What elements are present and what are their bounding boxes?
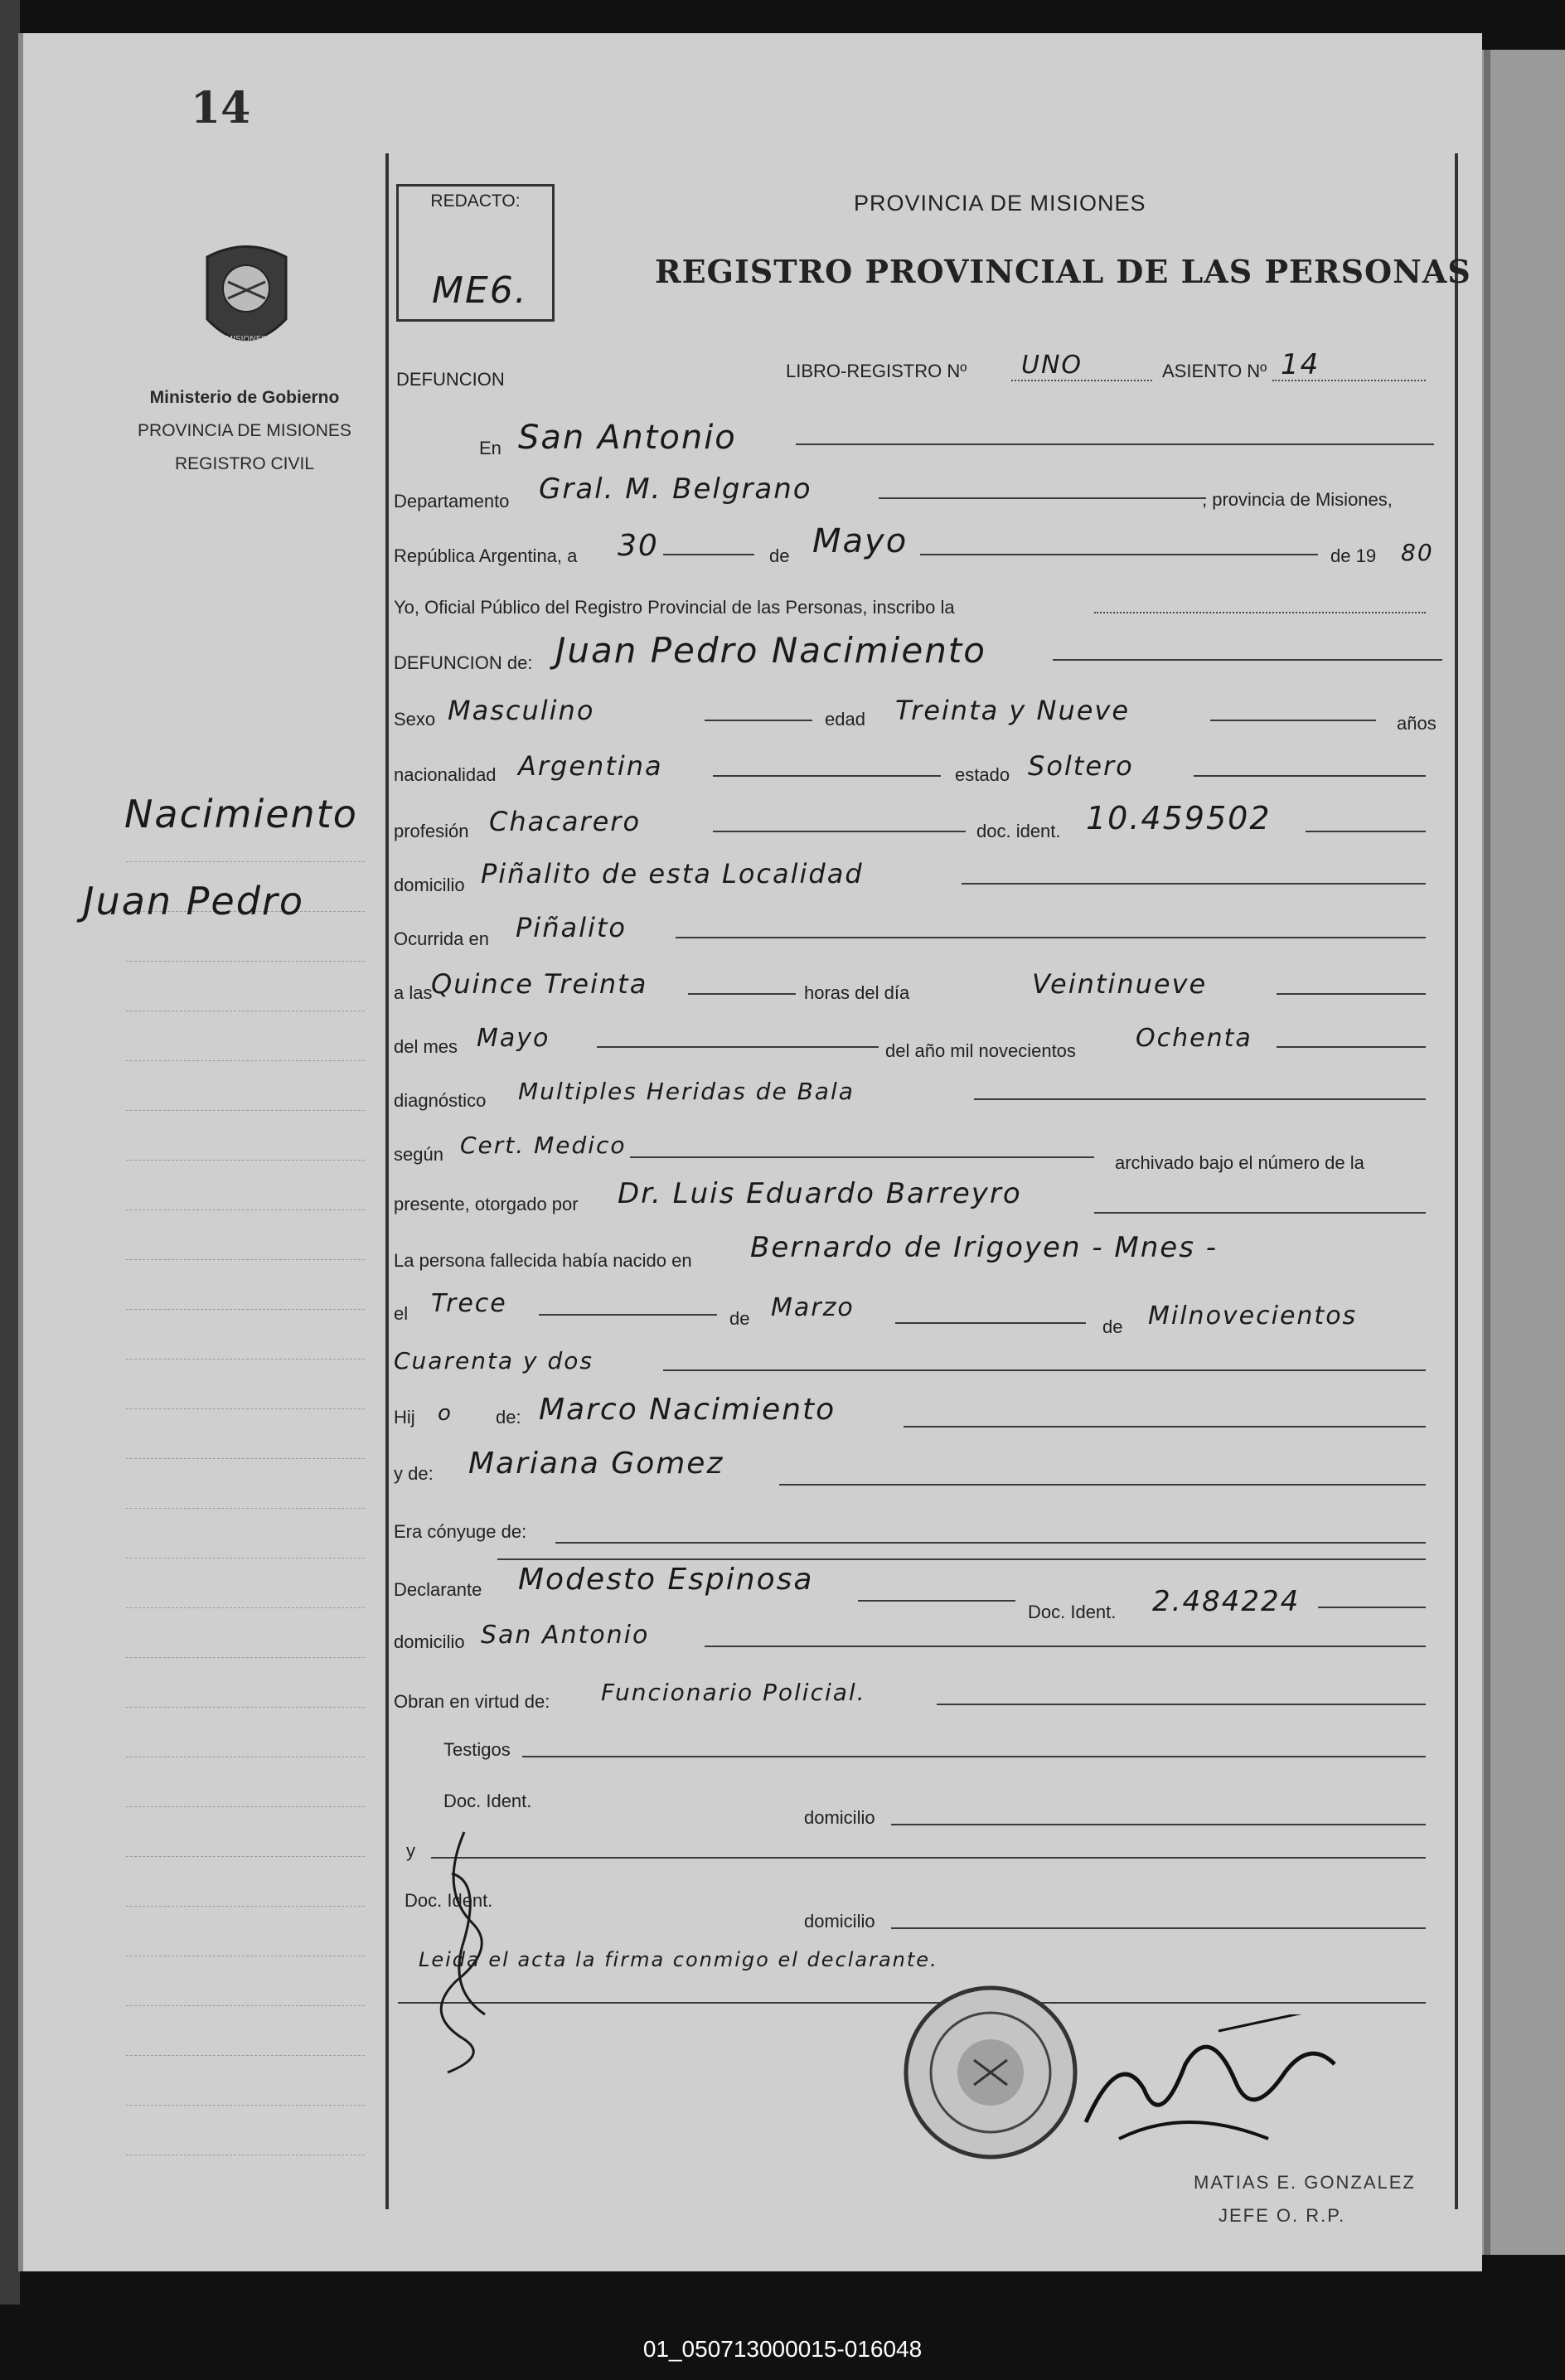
delanio-line — [1277, 1046, 1426, 1048]
profesion-line — [713, 831, 966, 832]
libro-label: LIBRO-REGISTRO Nº — [786, 361, 967, 381]
anio2-value: Cuarenta y dos — [394, 1347, 594, 1374]
domicilio3-label: domicilio — [804, 1807, 875, 1828]
alas-value: Quince Treinta — [431, 968, 648, 1000]
testigos-line — [522, 1756, 1426, 1757]
republica-label: República Argentina, a — [394, 545, 578, 566]
ocurrida-value: Piñalito — [516, 912, 627, 943]
province-label: PROVINCIA DE MISIONES — [138, 421, 351, 440]
nacionalidad-value: Argentina — [518, 750, 663, 782]
presente-value: Dr. Luis Eduardo Barreyro — [618, 1177, 1022, 1210]
declarante-doc-label: Doc. Ident. — [1028, 1602, 1117, 1622]
estado-line — [1194, 775, 1426, 777]
dia-line — [663, 554, 754, 555]
docident2-label: Doc. Ident. — [443, 1791, 532, 1811]
conyuge-line — [555, 1542, 1426, 1544]
domicilio4-label: domicilio — [804, 1911, 875, 1932]
hijo-suffix: o — [438, 1401, 453, 1426]
sexo-line — [705, 720, 812, 721]
domicilio2-label: domicilio — [394, 1631, 465, 1652]
presente-label: presente, otorgado por — [394, 1194, 579, 1214]
obran-line — [937, 1704, 1426, 1705]
profesion-label: profesión — [394, 821, 469, 841]
margin-given-name: Juan Pedro — [83, 879, 304, 923]
testigos-label: Testigos — [443, 1739, 511, 1760]
province-title: PROVINCIA DE MISIONES — [854, 191, 1146, 216]
diagnostico-value: Multiples Heridas de Bala — [518, 1078, 855, 1105]
declarante-doc-line — [1318, 1607, 1426, 1608]
edad-label: edad — [825, 709, 865, 730]
estado-value: Soltero — [1028, 750, 1134, 782]
sexo-label: Sexo — [394, 709, 436, 730]
defuncion-line — [1053, 659, 1442, 661]
obran-label: Obran en virtud de: — [394, 1691, 550, 1712]
yde-value: Mariana Gomez — [468, 1447, 724, 1481]
domicilio3-line — [891, 1824, 1426, 1825]
hijo-line — [904, 1426, 1426, 1428]
docident-line — [1306, 831, 1426, 832]
hijo-label: Hij — [394, 1407, 415, 1428]
delmes-label: del mes — [394, 1036, 458, 1057]
horas-label: horas del día — [804, 982, 910, 1003]
hijo-de-value: Marco Nacimiento — [539, 1393, 836, 1427]
page-gutter — [1484, 50, 1490, 2255]
de2-line — [895, 1322, 1086, 1324]
defuncion-label: DEFUNCION — [396, 369, 505, 390]
delmes-value: Mayo — [477, 1024, 550, 1053]
seal-text: MISIONES — [225, 335, 267, 344]
declarante-line — [858, 1600, 1015, 1602]
anio2-line — [663, 1369, 1426, 1371]
redacto-label: REDACTO: — [430, 191, 521, 211]
image-id-caption: 01_050713000015-016048 — [642, 2336, 923, 2362]
declarante-value: Modesto Espinosa — [518, 1563, 814, 1597]
hijo-de-label: de: — [496, 1407, 521, 1428]
redacto-box — [396, 184, 555, 322]
domicilio-line — [962, 883, 1426, 885]
el-value: Trece — [431, 1289, 507, 1318]
delanio-label: del año mil novecientos — [885, 1040, 1076, 1061]
segun-value: Cert. Medico — [460, 1132, 627, 1159]
segun-label: según — [394, 1144, 443, 1165]
asiento-line — [1272, 380, 1426, 381]
y-label: y — [406, 1840, 415, 1861]
diagnostico-label: diagnóstico — [394, 1090, 487, 1111]
el-label: el — [394, 1303, 409, 1324]
de2-label: de — [729, 1308, 750, 1329]
departamento-line — [879, 497, 1206, 499]
ministry-label: Ministerio de Gobierno — [149, 388, 340, 407]
ministry-block — [83, 381, 406, 481]
libro-line — [1011, 380, 1152, 381]
nacionalidad-label: nacionalidad — [394, 764, 497, 785]
en-value: San Antonio — [518, 419, 737, 457]
next-page-edge — [1480, 50, 1565, 2255]
asiento-value: 14 — [1281, 348, 1320, 381]
official-stamp-icon — [899, 1981, 1082, 2164]
official-signature-icon — [1069, 2014, 1351, 2172]
right-vertical-rule — [1455, 153, 1458, 2209]
docident3-label: Doc. Ident. — [405, 1890, 493, 1911]
libro-value: UNO — [1021, 351, 1083, 380]
segun-line — [630, 1156, 1094, 1158]
page-number: 14 — [191, 83, 251, 133]
presente-line — [1094, 1212, 1426, 1214]
yde-label: y de: — [394, 1463, 434, 1484]
horas-line — [1277, 993, 1426, 995]
declarante-doc-value: 2.484224 — [1152, 1585, 1301, 1618]
anio-label: de 19 — [1330, 545, 1377, 566]
departamento-label: Departamento — [394, 491, 510, 511]
domicilio-label: domicilio — [394, 875, 465, 895]
provincia-text: , provincia de Misiones, — [1202, 489, 1393, 510]
conyuge-line-2 — [497, 1558, 1426, 1560]
en-line — [796, 444, 1434, 445]
coat-of-arms-icon — [199, 240, 294, 365]
book-spine — [0, 0, 20, 2305]
profesion-value: Chacarero — [489, 806, 642, 837]
registry-label: REGISTRO CIVIL — [174, 454, 315, 473]
yo-text: Yo, Oficial Público del Registro Provincial de las Personas, inscribo la — [394, 597, 955, 618]
ocurrida-line — [676, 937, 1426, 938]
nacido-value: Bernardo de Irigoyen - Mnes - — [750, 1231, 1218, 1264]
docident-value: 10.459502 — [1086, 800, 1272, 836]
horas-value: Veintinueve — [1032, 968, 1208, 1000]
official-name: MATIAS E. GONZALEZ — [1194, 2172, 1416, 2193]
domicilio2-value: San Antonio — [481, 1621, 650, 1650]
el-line — [539, 1314, 717, 1316]
diagnostico-line — [974, 1098, 1426, 1100]
mes-value: Mayo — [812, 522, 908, 560]
domicilio4-line — [891, 1927, 1426, 1929]
leida-text: Leida el acta la firma conmigo el declarante. — [419, 1948, 938, 1971]
domicilio-value: Piñalito de esta Localidad — [481, 858, 864, 889]
docident-label: doc. ident. — [976, 821, 1061, 841]
margin-surname: Nacimiento — [124, 792, 358, 836]
obran-value: Funcionario Policial. — [601, 1679, 866, 1706]
defuncion-de-label: DEFUNCION de: — [394, 652, 533, 673]
mes-line — [920, 554, 1318, 555]
witness-signature-icon — [406, 1824, 531, 2089]
conyuge-label: Era cónyuge de: — [394, 1521, 527, 1542]
delmes-line — [597, 1046, 879, 1048]
alas-label: a las — [394, 982, 433, 1003]
de2-value: Marzo — [771, 1293, 855, 1322]
yo-line — [1094, 612, 1426, 613]
yde-line — [779, 1484, 1426, 1486]
asiento-label: ASIENTO Nº — [1162, 361, 1267, 381]
edad-value: Treinta y Nueve — [895, 695, 1131, 726]
nacido-label: La persona fallecida había nacido en — [394, 1250, 692, 1271]
de3-value: Milnovecientos — [1148, 1301, 1358, 1331]
republica-de-label: de — [769, 545, 790, 566]
margin-notes-area — [126, 812, 365, 2155]
defuncion-de-value: Juan Pedro Nacimiento — [555, 630, 986, 671]
en-label: En — [479, 438, 501, 458]
departamento-value: Gral. M. Belgrano — [539, 473, 812, 506]
archivado-label: archivado bajo el número de la — [1115, 1152, 1364, 1173]
y-line — [431, 1857, 1426, 1859]
domicilio2-line — [705, 1646, 1426, 1647]
sexo-value: Masculino — [448, 695, 595, 726]
nacionalidad-line — [713, 775, 941, 777]
redacto-value: ME6. — [432, 269, 528, 312]
ocurrida-label: Ocurrida en — [394, 928, 489, 949]
official-title: JEFE O. R.P. — [1219, 2205, 1346, 2226]
registry-title: REGISTRO PROVINCIAL DE LAS PERSONAS — [655, 253, 1471, 290]
de3-label: de — [1102, 1316, 1123, 1337]
anio-value: 80 — [1401, 539, 1434, 566]
edad-line — [1210, 720, 1376, 721]
alas-line — [688, 993, 796, 995]
delanio-value: Ochenta — [1136, 1024, 1252, 1053]
dia-value: 30 — [618, 529, 659, 563]
anios-label: años — [1397, 713, 1437, 734]
declarante-label: Declarante — [394, 1579, 482, 1600]
estado-label: estado — [955, 764, 1010, 785]
